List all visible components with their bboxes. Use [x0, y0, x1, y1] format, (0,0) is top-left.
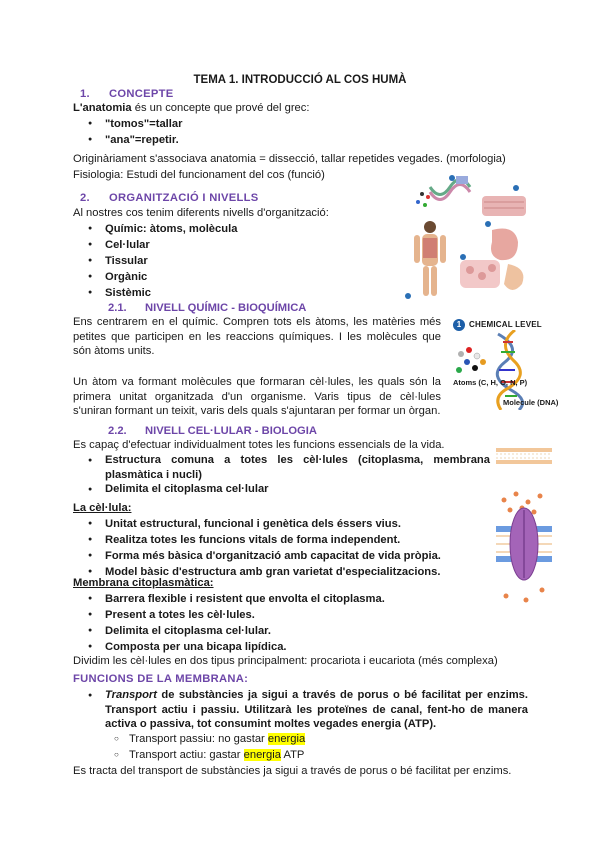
- section-2-heading: ORGANITZACIÓ I NIVELLS: [109, 192, 259, 204]
- list-item: ● "ana"=repetir.: [80, 132, 182, 148]
- list-item: ● Cel·lular: [80, 237, 237, 253]
- membrane-functions-list: [80, 688, 528, 732]
- levels-list: [80, 221, 237, 301]
- list-item: ● Transport de substàncies ja sigui a través de porus o bé facilitat per enzims. Transport actiu i passiu. Utilitzarà les proteïnes de canal, fent-ho de manera activa o passiva, tot consumint moltes vegades energia (ATP).: [80, 688, 528, 732]
- chemical-paragraph-1: Ens centrarem en el químic. Compren tots els àtoms, les matèries més petites que participen en les reaccions químiques. I les molècules que són àtoms units.: [73, 316, 441, 358]
- list-item: ● Químic: àtoms, molècula: [80, 221, 237, 237]
- list-item: ○ Transport actiu: gastar energia ATP: [114, 747, 305, 763]
- membrane-list: [80, 591, 385, 655]
- list-item: ● Unitat estructural, funcional i genètica dels éssers vius.: [80, 516, 441, 532]
- list-item: ○ Transport passiu: no gastar energia: [114, 731, 305, 747]
- greek-roots-list: [80, 116, 182, 148]
- fisiologia-paragraph: Fisiologia: Estudi del funcionament del cos (funció): [73, 169, 325, 181]
- list-item: ● Realitza totes les funcions vitals de forma independent.: [80, 532, 441, 548]
- section-2-number: 2.: [80, 192, 90, 204]
- cell-list: [80, 516, 441, 580]
- list-item: ● Sistèmic: [80, 285, 237, 301]
- list-item: ● Orgànic: [80, 269, 237, 285]
- section-2-2-number: 2.2.: [108, 425, 127, 437]
- cellular-list: [80, 453, 490, 497]
- atoms-label: Atoms (C, H, O, N, P): [453, 378, 528, 387]
- section-2-1-heading: NIVELL QUÍMIC - BIOQUÍMICA: [145, 302, 307, 314]
- cellular-intro: Es capaç d'efectuar individualment totes les funcions essencials de la vida.: [73, 439, 445, 451]
- molecule-label: Molecule (DNA): [503, 398, 559, 407]
- transport-summary: Es tracta del transport de substàncies ja sigui a través de porus o bé facilitat per enzims.: [73, 765, 512, 777]
- level-number-badge: 1: [453, 319, 465, 331]
- cell-subtitle: La cèl·lula:: [73, 502, 132, 514]
- membrane-subtitle: Membrana citoplasmàtica:: [73, 577, 214, 589]
- list-item: ● "tomos"=tallar: [80, 116, 182, 132]
- section-1-number: 1.: [80, 88, 90, 100]
- origin-paragraph: Originàriament s'associava anatomia = dissecció, tallar repetides vegades. (morfologia): [73, 153, 506, 165]
- list-item: ● Model bàsic d'estructura amb gran varietat d'especialitzacions.: [80, 564, 441, 580]
- section-1-heading: CONCEPTE: [109, 88, 174, 100]
- page-title: TEMA 1. INTRODUCCIÓ AL COS HUMÀ: [193, 74, 407, 86]
- organization-levels-figure: [400, 172, 535, 302]
- list-item: ● Composta per una bicapa lipídica.: [80, 639, 385, 655]
- list-item: ● Barrera flexible i resistent que envolta el citoplasma.: [80, 591, 385, 607]
- transport-types-list: [114, 731, 305, 763]
- chemical-level-label: CHEMICAL LEVEL: [469, 320, 542, 329]
- chemical-level-figure: [453, 318, 559, 410]
- transport-term: Transport: [105, 689, 158, 701]
- levels-intro: Al nostres cos tenim diferents nivells d'organització:: [73, 207, 329, 219]
- list-item: ● Tissular: [80, 253, 237, 269]
- list-item: ● Forma més bàsica d'organització amb capacitat de vida pròpia.: [80, 548, 441, 564]
- anatomia-paragraph: L'anatomia és un concepte que prové del grec:: [73, 102, 310, 114]
- chemical-paragraph-2: Un àtom va formant molècules que formaran cèl·lules, les quals són la primera unitat organitzada d'un organisme. Varis tipus de cèl·lules s'uniran formant un teixit, varis dels quals s'ajuntaran per formar un òrgan.: [73, 376, 441, 418]
- list-item: ● Delimita el citoplasma cel·lular.: [80, 623, 385, 639]
- anatomia-term: L'anatomia: [73, 102, 132, 114]
- highlighted-energia: energia: [267, 733, 306, 745]
- section-2-2-heading: NIVELL CEL·LULAR - BIOLOGIA: [145, 425, 317, 437]
- highlighted-energia: energia: [243, 749, 281, 761]
- list-item: ● Estructura comuna a totes les cèl·lules (citoplasma, membrana plasmàtica i nucli): [80, 453, 490, 482]
- membrane-functions-heading: FUNCIONS DE LA MEMBRANA:: [73, 673, 249, 685]
- membrane-channel-figure: [496, 440, 552, 616]
- cell-types-paragraph: Dividim les cèl·lules en dos tipus principalment: procariota i eucariota (més complexa): [73, 655, 498, 667]
- list-item: ● Present a totes les cèl·lules.: [80, 607, 385, 623]
- list-item: ● Delimita el citoplasma cel·lular: [80, 482, 490, 497]
- section-2-1-number: 2.1.: [108, 302, 127, 314]
